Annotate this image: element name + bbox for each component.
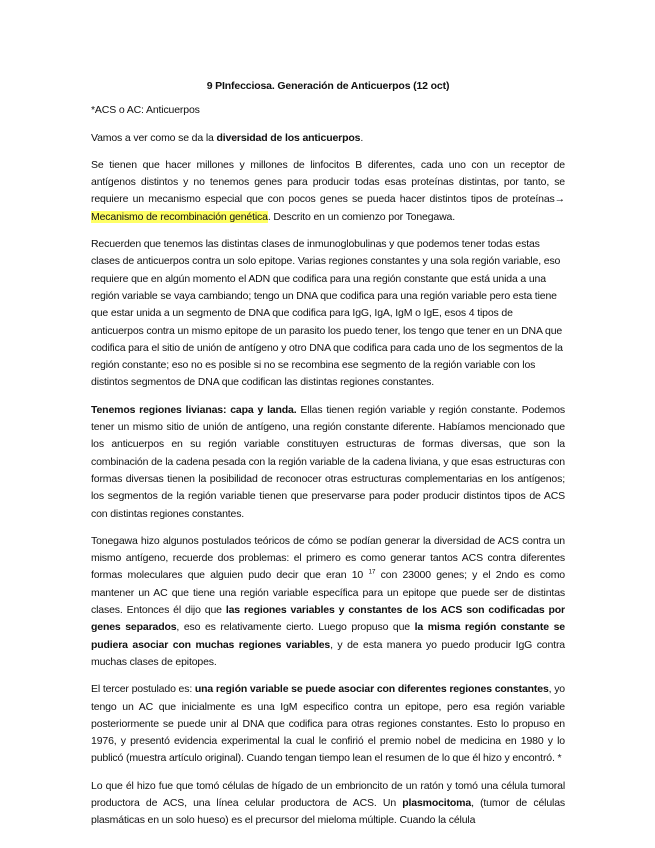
text-run: , eso es relativamente cierto. Luego propuso que xyxy=(176,621,415,634)
document-body xyxy=(91,78,565,840)
abbreviation-note: *ACS o AC: Anticuerpos xyxy=(91,104,200,117)
text-run: Tonegawa hizo algunos postulados teóricos de cómo se podían generar la diversidad de ACS contra un mismo antígeno, recuerde dos problemas: el primero es como generar tantos ACS contra diferentes formas moleculares que alguien pudo decir que eran 10 xyxy=(91,534,565,582)
text-run: Se tienen que hacer millones y millones de linfocitos B diferentes, cada uno con un receptor de antígenos distintos y no tenemos genes para producir todas esas proteínas distintas, por tanto, se requiere un mecanismo especial que con pocos genes se pueda hacer distintos tipos de proteínas xyxy=(91,158,565,206)
text-run: Ellas tienen región variable y región constante. Podemos tener un mismo sitio de unión de antígeno, una región constante diferente. Habíamos mencionado que los anticuerpos en su región variable constituyen estructuras de formas diversas, que son la combinación de la cadena pesada con la región variable de la cadena liviana, y que esas estructuras con formas diversas tienen la posibilidad de reconocer otras estructuras complementarias en los antígenos; los segmentos de la región variable tienen que preservarse para poder producir distintos tipos de ACS con distintas regiones constantes. xyxy=(91,403,565,520)
bold-run: Tenemos regiones livianas: capa y landa. xyxy=(91,403,297,416)
paragraph-immunoglobulins: Recuerden que tenemos las distintas clases de inmunoglobulinas y que podemos tener todas estas clases de anticuerpos contra un solo epitope. Varias regiones constantes y una sola región variable, eso requiere que en algún momento el ADN que codifica para una región constante que está unida a una región variable se vaya cambiando; tengo un DNA que codifica para una región variable pero esta tiene que estar unida a un segmento de DNA que codifica para IgG, IgA, IgM o IgE, esos 4 tipos de anticuerpos contra un mismo epitope de un parasito los puedo tener, los tengo que tener en un DNA que codifica para el sitio de unión de antígeno y otro DNA que codifica para cada uno de los segmentos de la región constante; eso no es posible si no se recombina ese segmento de la región variable con los distintos segmentos de DNA que codifican las distintas regiones constantes. xyxy=(91,238,563,389)
bold-run: diversidad de los anticuerpos xyxy=(216,131,361,144)
highlighted-run: Mecanismo de recombinación genética xyxy=(91,210,268,223)
paragraph-recombination xyxy=(91,157,565,226)
paragraph-third-postulate xyxy=(91,681,565,767)
text-run: Vamos a ver como se da la xyxy=(91,131,217,144)
bold-run: la misma región constante se pudiera asociar con muchas regiones variables xyxy=(91,621,565,651)
bold-run: las regiones variables y constantes de los ACS son codificadas por genes separados xyxy=(91,604,565,634)
text-run: . xyxy=(360,131,364,144)
text-run: Lo que él hizo fue que tomó células de hígado de un embrioncito de un ratón y tomó una célula tumoral productora de ACS, una línea celular productora de ACS. Un xyxy=(91,779,565,809)
text-run: El tercer postulado es: xyxy=(91,683,195,696)
bold-run: una región variable se puede asociar con diferentes regiones constantes xyxy=(194,683,549,696)
bold-run: plasmocitoma xyxy=(402,796,472,809)
superscript-run: 17 xyxy=(368,568,376,576)
paragraph-experiment xyxy=(91,778,565,830)
paragraph-intro xyxy=(91,130,565,147)
paragraph-tonegawa xyxy=(91,533,565,671)
text-run: con 23000 genes; y el 2ndo es como mantener un AC que tiene una región variable específica para un epitope que puede ser de distintas clases. Entonces él dijo que xyxy=(91,569,565,617)
text-run: , (tumor de células plasmáticas en un solo hueso) es el precursor del mieloma múltiple. Cuando la célula xyxy=(91,796,565,827)
text-run: . Descrito en un comienzo por Tonegawa. xyxy=(267,210,456,223)
arrow-glyph: → xyxy=(554,193,565,206)
text-run: , y de esta manera yo puedo producir IgG contra muchas clases de epitopes. xyxy=(91,638,565,668)
paragraph-light-chains xyxy=(91,402,565,523)
text-run: , yo tengo un AC que inicialmente es una IgM especifico contra un epitope, pero esa región variable posteriormente se puede unir al DNA que codifica para otras regiones constantes. Esto lo propuso en 1976, y presentó evidencia experimental la cual le confirió el premio nobel de medicina en 1980 y lo publicó (muestra artículo original). Cuando tengan tiempo lean el resumen de lo que él hizo y encontró. * xyxy=(91,683,565,765)
document-title: 9 PInfecciosa. Generación de Anticuerpos (12 oct) xyxy=(206,80,450,92)
